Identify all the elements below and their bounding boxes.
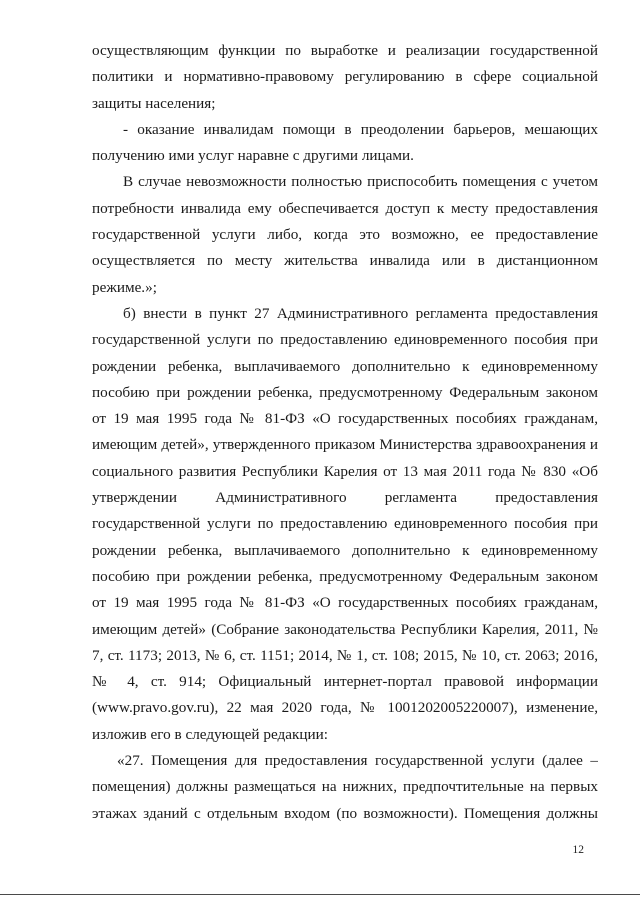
text-line: политики и нормативно-правовому регулированию в сфере социальной — [92, 68, 598, 86]
text-line: - оказание инвалидам помощи в преодолении барьеров, мешающих — [123, 120, 598, 138]
document-text-body — [92, 38, 598, 827]
text-line: б) внести в пункт 27 Административного регламента предоставления — [123, 304, 598, 322]
text-line: № 4, ст. 914; Официальный интернет-портал правовой информации — [92, 673, 598, 691]
text-line: этажах зданий с отдельным входом (по возможности). Помещения должны — [92, 804, 598, 822]
text-line: рождении ребенка, выплачиваемого дополнительно к единовременному — [92, 541, 598, 559]
text-line: от 19 мая 1995 года № 81-ФЗ «О государственных пособиях гражданам, — [92, 410, 598, 428]
text-line: государственной услуги по предоставлению единовременного пособия при — [92, 331, 598, 349]
text-line: пособию при рождении ребенка, предусмотренному Федеральным законом — [92, 383, 598, 401]
text-line: государственной услуги по предоставлению единовременного пособия при — [92, 515, 598, 533]
text-line: потребности инвалида ему обеспечивается доступ к месту предоставления — [92, 199, 598, 217]
text-line: изложив его в следующей редакции: — [92, 725, 328, 743]
text-line: пособию при рождении ребенка, предусмотренному Федеральным законом — [92, 567, 598, 585]
page-number: 12 — [572, 844, 584, 856]
text-line: от 19 мая 1995 года № 81-ФЗ «О государственных пособиях гражданам, — [92, 594, 598, 612]
text-line: государственной услуги либо, когда это возможно, ее предоставление — [92, 226, 598, 244]
text-line: защиты населения; — [92, 94, 216, 112]
text-line: утверждении Административного регламента предоставления — [92, 489, 598, 507]
text-line: рождении ребенка, выплачиваемого дополнительно к единовременному — [92, 357, 598, 375]
text-line: (www.pravo.gov.ru), 22 мая 2020 года, № 1001202005220007), изменение, — [92, 699, 598, 717]
text-line: 7, ст. 1173; 2013, № 6, ст. 1151; 2014, № 1, ст. 108; 2015, № 10, ст. 2063; 2016, — [92, 646, 598, 664]
text-line: имеющим детей» (Собрание законодательства Республики Карелия, 2011, № — [92, 620, 598, 638]
text-line: имеющим детей», утвержденного приказом Министерства здравоохранения и — [92, 436, 598, 454]
text-line: В случае невозможности полностью приспособить помещения с учетом — [123, 173, 598, 191]
text-line: «27. Помещения для предоставления государственной услуги (далее – — [117, 752, 598, 770]
text-line: помещения) должны размещаться на нижних, предпочтительные на первых — [92, 778, 598, 796]
bottom-scan-rule — [0, 894, 640, 895]
text-line: получению ими услуг наравне с другими лицами. — [92, 147, 414, 165]
text-line: осуществляется по месту жительства инвалида или в дистанционном — [92, 252, 598, 270]
text-line: осуществляющим функции по выработке и реализации государственной — [92, 42, 598, 59]
text-line: режиме.»; — [92, 278, 157, 296]
text-line: социального развития Республики Карелия от 13 мая 2011 года № 830 «Об — [92, 462, 598, 480]
